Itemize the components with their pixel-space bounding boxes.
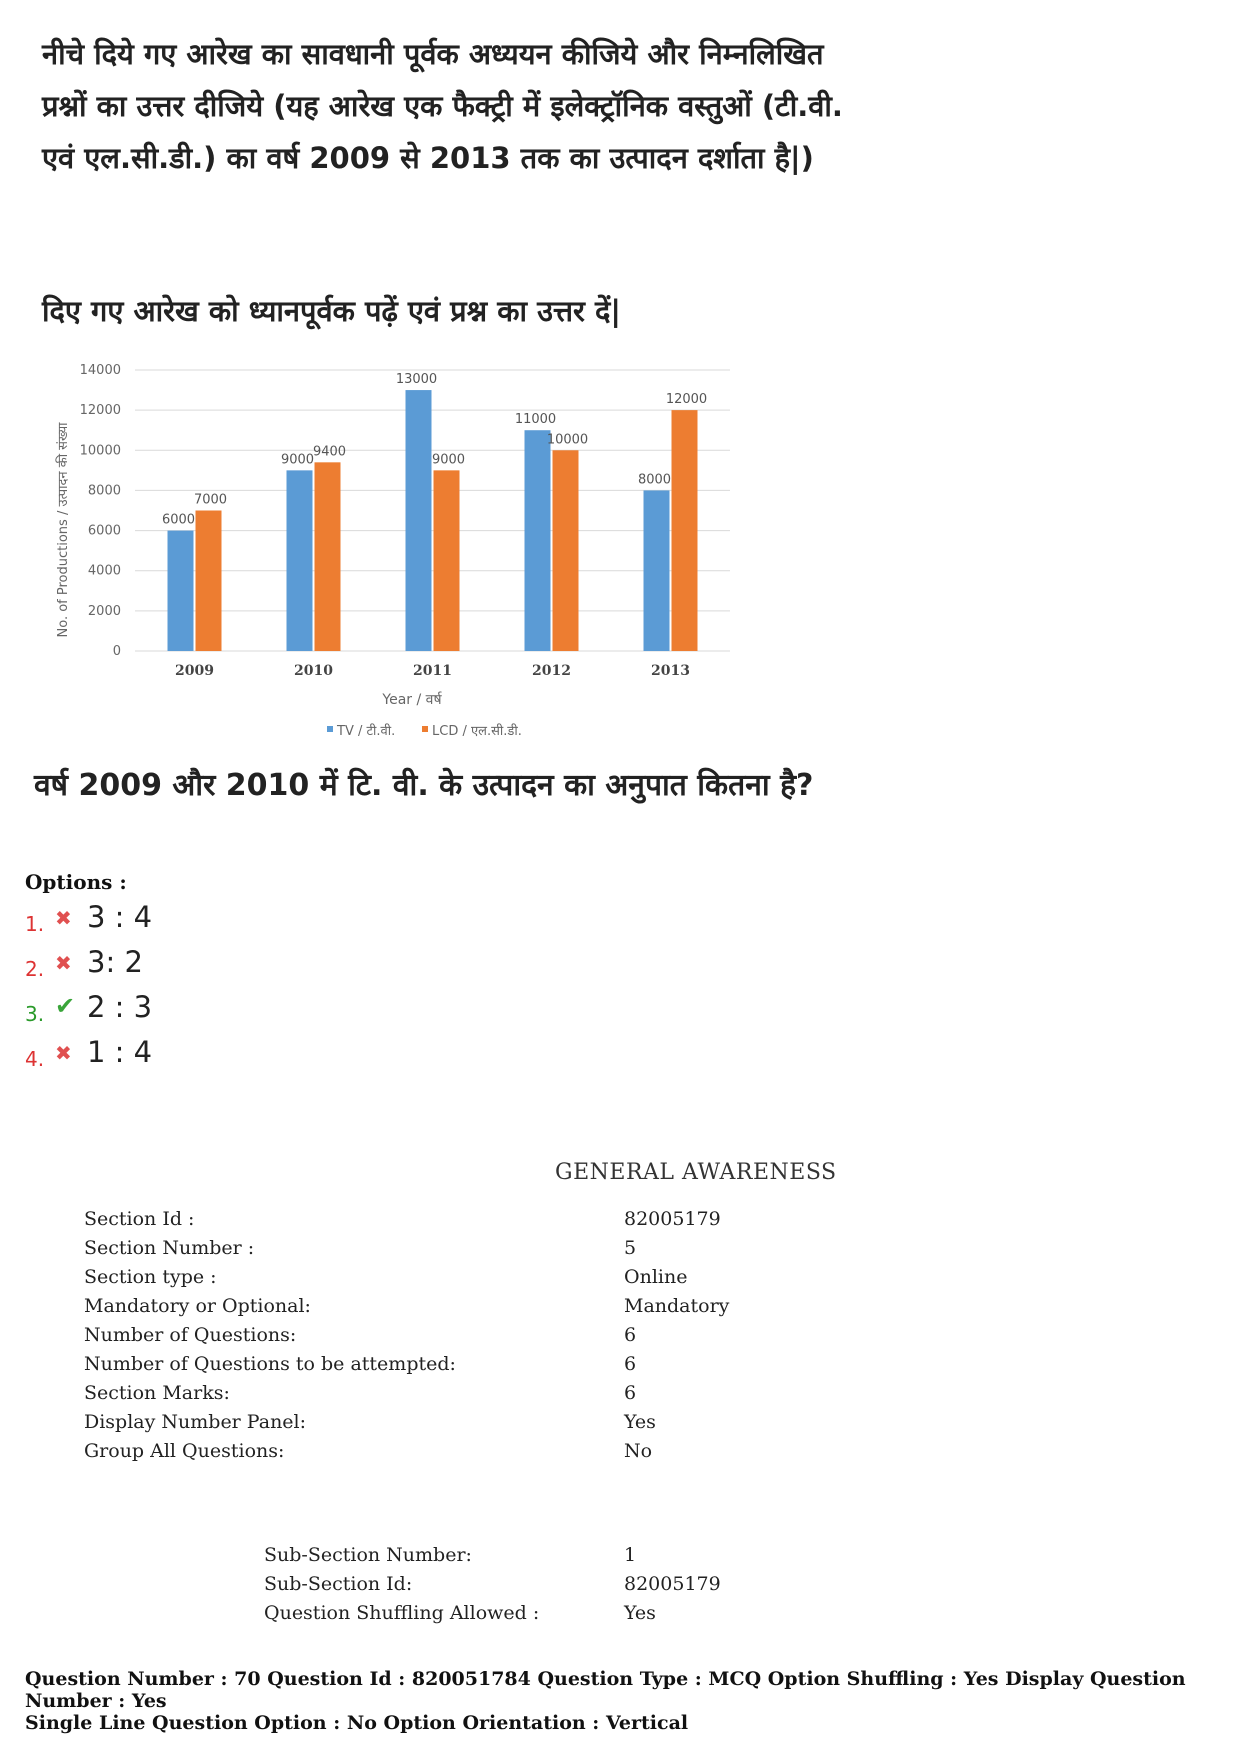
section-label: Section Number : <box>84 1237 255 1259</box>
cross-icon: ✖ <box>55 1041 72 1065</box>
x-tick-label: 2009 <box>175 663 214 679</box>
legend-swatch-lcd <box>422 726 428 732</box>
bar-chart <box>40 355 760 755</box>
y-tick-label: 14000 <box>79 363 121 378</box>
data-label: 6000 <box>161 512 196 528</box>
option-text: 3 : 4 <box>87 900 153 934</box>
section-value: 6 <box>624 1353 637 1375</box>
data-label: 9000 <box>280 452 315 468</box>
section-value: 82005179 <box>624 1208 721 1230</box>
legend-swatch-tv <box>327 726 333 732</box>
data-label: 7000 <box>193 492 228 508</box>
option-number: 3. <box>25 1002 45 1026</box>
bar-lcd <box>553 450 579 651</box>
subsection-value: 82005179 <box>624 1573 721 1595</box>
x-tick-label: 2010 <box>294 663 333 679</box>
legend-label-lcd: LCD / एल.सी.डी. <box>432 724 522 739</box>
section-value: Online <box>624 1266 688 1288</box>
option-text: 2 : 3 <box>87 990 153 1024</box>
instruction-text: दिए गए आरेख को ध्यानपूर्वक पढ़ें एवं प्रश्न का उत्तर दें| <box>42 294 622 328</box>
option-text: 1 : 4 <box>87 1035 153 1069</box>
y-axis-label: No. of Productions / उत्पादन की संख्या <box>56 422 71 638</box>
y-tick-label: 6000 <box>87 523 121 539</box>
check-icon: ✔ <box>55 992 76 1020</box>
subsection-label: Sub-Section Number: <box>264 1544 472 1566</box>
subsection-label: Sub-Section Id: <box>264 1573 413 1595</box>
section-value: 5 <box>624 1237 637 1259</box>
section-label: Section type : <box>84 1266 217 1288</box>
subsection-label: Question Shuffling Allowed : <box>264 1602 540 1624</box>
y-tick-label: 12000 <box>79 403 121 419</box>
x-tick-label: 2013 <box>651 663 690 679</box>
section-value: 6 <box>624 1382 637 1404</box>
section-value: Mandatory <box>624 1295 730 1317</box>
option-number: 4. <box>25 1047 45 1071</box>
data-label: 9400 <box>312 444 347 460</box>
options-label: Options : <box>25 870 127 894</box>
section-value: Yes <box>624 1411 656 1433</box>
option-number: 2. <box>25 957 45 981</box>
option-number: 1. <box>25 912 45 936</box>
bar-tv <box>406 390 432 651</box>
data-label: 10000 <box>546 432 589 448</box>
subsection-value: 1 <box>624 1544 637 1566</box>
data-label: 13000 <box>395 372 438 388</box>
section-label: Number of Questions to be attempted: <box>84 1353 456 1375</box>
section-value: No <box>624 1440 653 1462</box>
bar-lcd <box>315 462 341 651</box>
data-label: 12000 <box>665 392 708 408</box>
intro-paragraph: नीचे दिये गए आरेख का सावधानी पूर्वक अध्ययन कीजिये और निम्नलिखित प्रश्नों का उत्तर दीजिये (यह आरेख एक फैक्ट्री में इलेक्ट्रॉनिक वस्तुओं (टी.वी. एवं एल.सी.डी.) का वर्ष 2009 से 2013 तक का उत्पादन दर्शाता है|) <box>42 37 843 175</box>
section-label: Number of Questions: <box>84 1324 297 1346</box>
bar-tv <box>287 470 313 651</box>
cross-icon: ✖ <box>55 951 72 975</box>
question-meta-line: Question Number : 70 Question Id : 820051784 Question Type : MCQ Option Shuffling : Yes Display Question Number : Yes <box>25 1668 1186 1712</box>
section-label: Display Number Panel: <box>84 1411 307 1433</box>
section-label: Section Marks: <box>84 1382 230 1404</box>
bar-tv <box>168 531 194 651</box>
section-label: Mandatory or Optional: <box>84 1295 311 1317</box>
section-title: GENERAL AWARENESS <box>555 1160 837 1185</box>
option-text: 3: 2 <box>87 945 143 979</box>
data-label: 11000 <box>514 412 557 428</box>
section-label: Section Id : <box>84 1208 195 1230</box>
bar-lcd <box>672 410 698 651</box>
bar-tv <box>644 490 670 651</box>
y-tick-label: 10000 <box>79 443 121 459</box>
x-tick-label: 2011 <box>413 663 452 679</box>
y-tick-label: 0 <box>112 644 121 659</box>
y-tick-label: 2000 <box>87 603 121 619</box>
question-text: वर्ष 2009 और 2010 में टि. वी. के उत्पादन का अनुपात कितना है? <box>34 768 814 803</box>
section-label: Group All Questions: <box>84 1440 285 1462</box>
legend-label-tv: TV / टी.वी. <box>337 724 396 739</box>
data-label: 8000 <box>637 472 672 488</box>
y-tick-label: 8000 <box>87 483 121 499</box>
bar-lcd <box>196 511 222 652</box>
y-tick-label: 4000 <box>87 563 121 579</box>
subsection-value: Yes <box>624 1602 656 1624</box>
question-meta-line: Single Line Question Option : No Option Orientation : Vertical <box>25 1712 689 1734</box>
question-meta <box>25 1668 1225 1734</box>
x-axis-label: Year / वर्ष <box>382 692 442 708</box>
data-label: 9000 <box>431 452 466 468</box>
bar-tv <box>525 430 551 651</box>
x-tick-label: 2012 <box>532 663 571 679</box>
bar-lcd <box>434 470 460 651</box>
section-value: 6 <box>624 1324 637 1346</box>
cross-icon: ✖ <box>55 906 72 930</box>
